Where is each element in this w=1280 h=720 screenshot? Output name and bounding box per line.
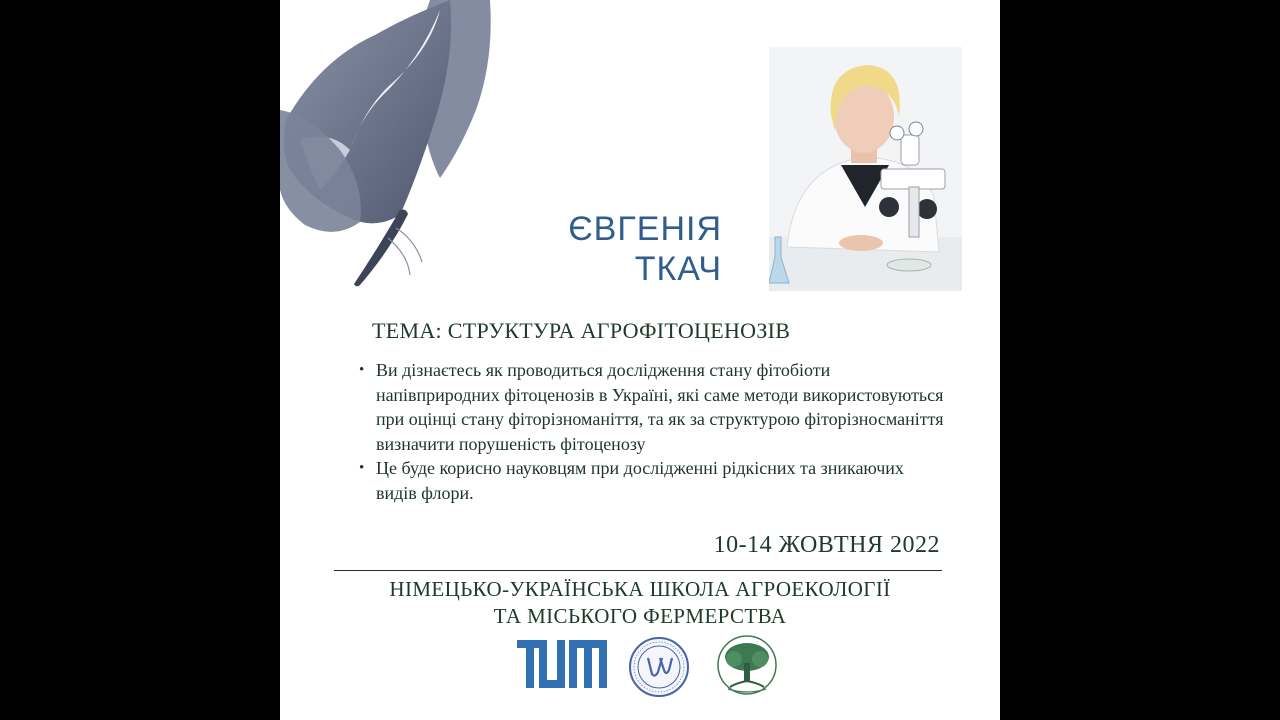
divider-line <box>334 570 942 571</box>
speaker-photo <box>769 47 962 291</box>
ukraina-university-seal <box>628 636 690 698</box>
speaker-last-name: ТКАЧ <box>634 250 722 288</box>
topic-title: ТЕМА: СТРУКТУРА АГРОФІТОЦЕНОЗІВ <box>372 318 791 343</box>
school-name-line-1: НІМЕЦЬКО-УКРАЇНСЬКА ШКОЛА АГРОЕКОЛОГІЇ <box>389 577 891 601</box>
speaker-first-name: ЄВГЕНІЯ <box>568 210 722 248</box>
description-list <box>359 358 949 505</box>
description-item: • Це буде корисно науковцям при дослідженні рідкісних та зникаючих видів флори. <box>359 456 949 505</box>
description-item: • Ви дізнаєтесь як проводиться дослідження стану фітобіоти напівприродних фітоценозів в Україні, які саме методи використовуються при оцінці стану фіторізноманіття, та як за структурою фіторізносманіття визначити порушеність фітоценозу <box>359 358 949 456</box>
event-dates: 10-14 ЖОВТНЯ 2022 <box>713 532 940 558</box>
poster <box>280 0 1000 720</box>
butterfly-illustration <box>280 0 495 295</box>
tum-logo <box>517 640 607 688</box>
tree-emblem <box>716 633 778 699</box>
school-name-line-2: ТА МІСЬКОГО ФЕРМЕРСТВА <box>493 604 787 628</box>
